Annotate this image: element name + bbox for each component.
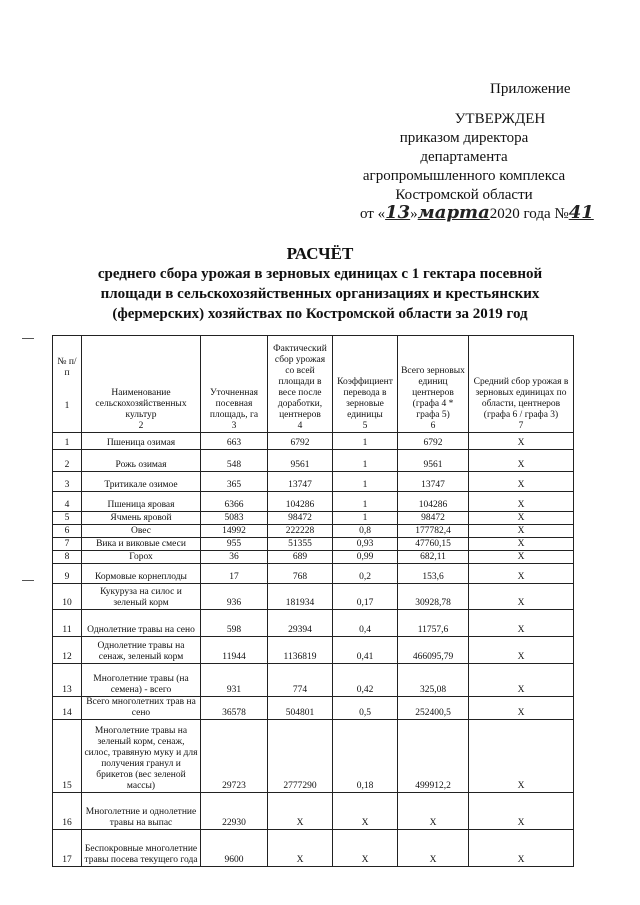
cell-coef: 0,99 <box>333 551 398 564</box>
cell-grain-units: 47760,15 <box>398 538 469 551</box>
cell-num: 2 <box>53 450 82 472</box>
cell-harvest: 98472 <box>268 512 333 525</box>
cell-num: 5 <box>53 512 82 525</box>
cell-num: 14 <box>53 697 82 720</box>
cell-harvest: Х <box>268 793 333 830</box>
cell-grain-units: 682,11 <box>398 551 469 564</box>
cell-grain-units: Х <box>398 793 469 830</box>
order-line: Костромской области <box>395 187 533 203</box>
cell-area: 598 <box>201 610 268 637</box>
margin-mark <box>22 580 34 581</box>
header-cell: Коэффициент перевода в зерновые единицы 5 <box>333 336 398 433</box>
cell-average: Х <box>469 637 574 664</box>
cell-crop: Многолетние травы (на семена) - всего <box>82 664 201 697</box>
cell-harvest: 222228 <box>268 525 333 538</box>
cell-area: 14992 <box>201 525 268 538</box>
cell-crop: Кукуруза на силос и зеленый корм <box>82 584 201 610</box>
cell-average: Х <box>469 610 574 637</box>
cell-num: 9 <box>53 564 82 584</box>
cell-num: 4 <box>53 492 82 512</box>
cell-coef: 1 <box>333 472 398 492</box>
cell-grain-units: 6792 <box>398 433 469 450</box>
cell-harvest: 6792 <box>268 433 333 450</box>
cell-crop: Овес <box>82 525 201 538</box>
date-prefix: от « <box>360 206 386 222</box>
cell-area: 955 <box>201 538 268 551</box>
cell-grain-units: 177782,4 <box>398 525 469 538</box>
appendix-label: Приложение <box>490 81 571 97</box>
cell-num: 10 <box>53 584 82 610</box>
cell-crop: Многолетние и однолетние травы на выпас <box>82 793 201 830</box>
cell-average: Х <box>469 492 574 512</box>
cell-coef: 1 <box>333 492 398 512</box>
table-header-row <box>53 336 574 433</box>
table-row <box>53 472 574 492</box>
cell-crop: Беспокровные многолетние травы посева текущего года <box>82 830 201 867</box>
cell-coef: 0,4 <box>333 610 398 637</box>
date-day-handwritten: 13 <box>385 202 411 223</box>
harvest-table <box>52 335 574 867</box>
cell-coef: 0,18 <box>333 720 398 793</box>
cell-grain-units: 252400,5 <box>398 697 469 720</box>
cell-grain-units: 11757,6 <box>398 610 469 637</box>
cell-area: 17 <box>201 564 268 584</box>
table-row <box>53 793 574 830</box>
cell-area: 663 <box>201 433 268 450</box>
cell-coef: 0,41 <box>333 637 398 664</box>
cell-harvest: 774 <box>268 664 333 697</box>
cell-area: 9600 <box>201 830 268 867</box>
header-cell: Наименование сельскохозяйственных культур 2 <box>82 336 201 433</box>
cell-coef: 0,42 <box>333 664 398 697</box>
cell-coef: 0,8 <box>333 525 398 538</box>
table-row <box>53 564 574 584</box>
cell-crop: Пшеница озимая <box>82 433 201 450</box>
table-row <box>53 610 574 637</box>
cell-harvest: 29394 <box>268 610 333 637</box>
cell-num: 6 <box>53 525 82 538</box>
cell-average: Х <box>469 538 574 551</box>
cell-crop: Однолетние травы на сенаж, зеленый корм <box>82 637 201 664</box>
cell-harvest: 504801 <box>268 697 333 720</box>
cell-area: 36 <box>201 551 268 564</box>
document-subtitle: (фермерских) хозяйствах по Костромской области за 2019 год <box>112 306 528 322</box>
margin-mark <box>22 338 34 339</box>
cell-area: 936 <box>201 584 268 610</box>
cell-harvest: Х <box>268 830 333 867</box>
table-row <box>53 584 574 610</box>
cell-harvest: 1136819 <box>268 637 333 664</box>
cell-area: 5083 <box>201 512 268 525</box>
cell-crop: Кормовые корнеплоды <box>82 564 201 584</box>
cell-num: 11 <box>53 610 82 637</box>
order-line: приказом директора <box>399 130 529 146</box>
cell-crop: Однолетние травы на сено <box>82 610 201 637</box>
header-cell: Фактический сбор урожая со всей площади в весе после доработки, центнеров 4 <box>268 336 333 433</box>
cell-coef: 0,17 <box>333 584 398 610</box>
order-number-handwritten: 41 <box>568 202 594 223</box>
table-row <box>53 664 574 697</box>
document-title: РАСЧЁТ <box>286 244 354 263</box>
cell-average: Х <box>469 433 574 450</box>
cell-crop: Всего многолетних трав на сено <box>82 697 201 720</box>
cell-num: 7 <box>53 538 82 551</box>
cell-grain-units: Х <box>398 830 469 867</box>
cell-area: 548 <box>201 450 268 472</box>
order-line: агропромышленного комплекса <box>362 168 566 184</box>
cell-area: 6366 <box>201 492 268 512</box>
table-row <box>53 551 574 564</box>
cell-grain-units: 325,08 <box>398 664 469 697</box>
cell-harvest: 181934 <box>268 584 333 610</box>
cell-coef: 1 <box>333 433 398 450</box>
cell-grain-units: 13747 <box>398 472 469 492</box>
cell-crop: Вика и виковые смеси <box>82 538 201 551</box>
table-row <box>53 525 574 538</box>
cell-grain-units: 104286 <box>398 492 469 512</box>
cell-coef: 0,93 <box>333 538 398 551</box>
cell-average: Х <box>469 472 574 492</box>
cell-grain-units: 98472 <box>398 512 469 525</box>
cell-grain-units: 153,6 <box>398 564 469 584</box>
cell-average: Х <box>469 720 574 793</box>
cell-coef: 1 <box>333 512 398 525</box>
approved-label: УТВЕРЖДЕН <box>454 111 546 127</box>
cell-harvest: 51355 <box>268 538 333 551</box>
cell-area: 29723 <box>201 720 268 793</box>
cell-average: Х <box>469 830 574 867</box>
header-cell: Средний сбор урожая в зерновых единицах по области, центнеров (графа 6 / графа 3) 7 <box>469 336 574 433</box>
cell-num: 8 <box>53 551 82 564</box>
cell-area: 22930 <box>201 793 268 830</box>
cell-num: 15 <box>53 720 82 793</box>
cell-average: Х <box>469 793 574 830</box>
cell-average: Х <box>469 697 574 720</box>
cell-coef: 0,5 <box>333 697 398 720</box>
cell-average: Х <box>469 512 574 525</box>
table-row <box>53 697 574 720</box>
cell-area: 931 <box>201 664 268 697</box>
header-cell: Уточненная посевная площадь, га 3 <box>201 336 268 433</box>
cell-area: 365 <box>201 472 268 492</box>
cell-average: Х <box>469 564 574 584</box>
cell-area: 11944 <box>201 637 268 664</box>
cell-crop: Тритикале озимое <box>82 472 201 492</box>
cell-average: Х <box>469 525 574 538</box>
cell-average: Х <box>469 551 574 564</box>
table-row <box>53 450 574 472</box>
cell-coef: Х <box>333 793 398 830</box>
cell-num: 16 <box>53 793 82 830</box>
document-subtitle: площади в сельскохозяйственных организациях и крестьянских <box>100 286 540 302</box>
cell-crop: Пшеница яровая <box>82 492 201 512</box>
table-row <box>53 538 574 551</box>
table-row <box>53 830 574 867</box>
cell-num: 12 <box>53 637 82 664</box>
cell-crop: Горох <box>82 551 201 564</box>
table-row <box>53 433 574 450</box>
cell-crop: Многолетние травы на зеленый корм, сенаж, силос, травяную муку и для получения гранул и брикетов (вес зеленой массы) <box>82 720 201 793</box>
cell-harvest: 768 <box>268 564 333 584</box>
header-cell: № п/п 1 <box>53 336 82 433</box>
cell-harvest: 689 <box>268 551 333 564</box>
cell-harvest: 2777290 <box>268 720 333 793</box>
cell-average: Х <box>469 584 574 610</box>
cell-area: 36578 <box>201 697 268 720</box>
date-month-handwritten: марта <box>417 202 490 223</box>
cell-grain-units: 30928,78 <box>398 584 469 610</box>
cell-average: Х <box>469 664 574 697</box>
cell-coef: 1 <box>333 450 398 472</box>
document-subtitle: среднего сбора урожая в зерновых единицах с 1 гектара посевной <box>97 266 543 282</box>
cell-harvest: 104286 <box>268 492 333 512</box>
cell-crop: Рожь озимая <box>82 450 201 472</box>
cell-num: 1 <box>53 433 82 450</box>
header-cell: Всего зерновых единиц центнеров (графа 4 * графа 5) 6 <box>398 336 469 433</box>
cell-harvest: 9561 <box>268 450 333 472</box>
cell-harvest: 13747 <box>268 472 333 492</box>
table-row <box>53 720 574 793</box>
date-mid: » <box>410 206 418 222</box>
cell-grain-units: 499912,2 <box>398 720 469 793</box>
cell-coef: 0,2 <box>333 564 398 584</box>
cell-average: Х <box>469 450 574 472</box>
table-row <box>53 512 574 525</box>
table-row <box>53 637 574 664</box>
cell-num: 3 <box>53 472 82 492</box>
cell-grain-units: 466095,79 <box>398 637 469 664</box>
cell-coef: Х <box>333 830 398 867</box>
cell-crop: Ячмень яровой <box>82 512 201 525</box>
cell-grain-units: 9561 <box>398 450 469 472</box>
cell-num: 13 <box>53 664 82 697</box>
table-row <box>53 492 574 512</box>
cell-num: 17 <box>53 830 82 867</box>
order-line: департамента <box>420 149 508 165</box>
order-date-line <box>360 203 594 224</box>
date-year: 2020 года № <box>489 206 569 222</box>
